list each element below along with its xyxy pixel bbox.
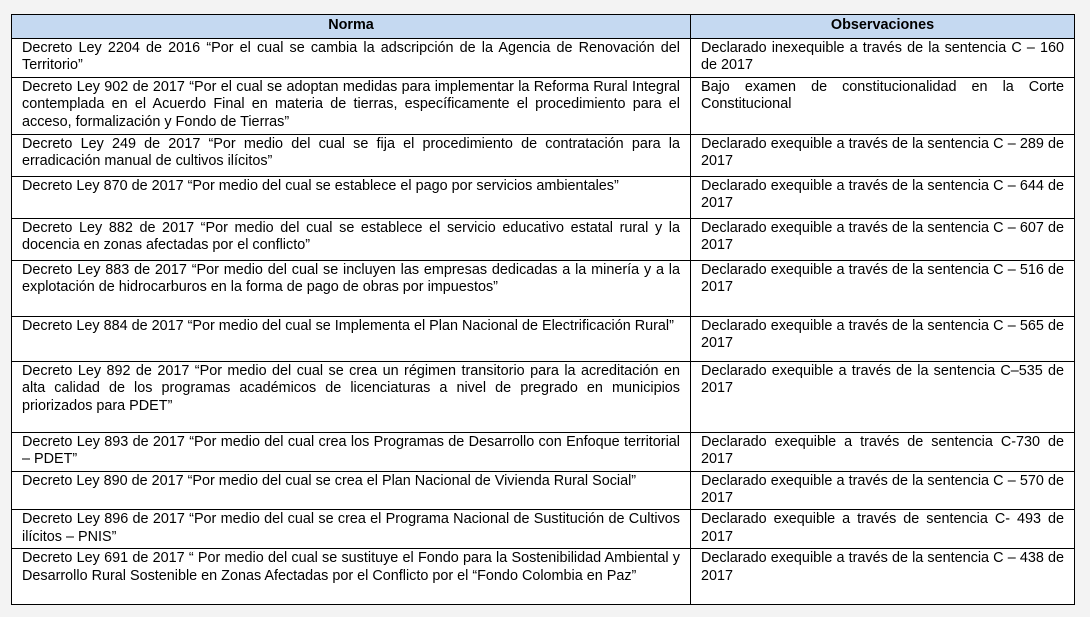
observaciones-cell: Declarado exequible a través de la sentencia C–535 de 2017 <box>691 361 1075 432</box>
table-row <box>12 316 1075 361</box>
observaciones-cell: Declarado exequible a través de la sentencia C – 570 de 2017 <box>691 471 1075 510</box>
norma-cell: Decreto Ley 870 de 2017 “Por medio del cual se establece el pago por servicios ambientales” <box>12 176 691 218</box>
norma-cell: Decreto Ley 902 de 2017 “Por el cual se adoptan medidas para implementar la Reforma Rural Integral contemplada en el Acuerdo Final en materia de tierras, específicamente el procedimiento para el acceso, formalización y Fondo de Tierras” <box>12 77 691 134</box>
norma-cell: Decreto Ley 249 de 2017 “Por medio del cual se fija el procedimiento de contratación para la erradicación manual de cultivos ilícitos” <box>12 134 691 176</box>
header-norma: Norma <box>12 15 691 39</box>
observaciones-cell: Bajo examen de constitucionalidad en la Corte Constitucional <box>691 77 1075 134</box>
observaciones-cell: Declarado inexequible a través de la sentencia C – 160 de 2017 <box>691 39 1075 78</box>
table-row <box>12 549 1075 605</box>
header-row <box>12 15 1075 39</box>
observaciones-cell: Declarado exequible a través de sentencia C-730 de 2017 <box>691 432 1075 471</box>
observaciones-cell: Declarado exequible a través de la sentencia C – 289 de 2017 <box>691 134 1075 176</box>
norma-cell: Decreto Ley 2204 de 2016 “Por el cual se cambia la adscripción de la Agencia de Renovación del Territorio” <box>12 39 691 78</box>
norma-cell: Decreto Ley 890 de 2017 “Por medio del cual se crea el Plan Nacional de Vivienda Rural Social” <box>12 471 691 510</box>
header-observaciones: Observaciones <box>691 15 1075 39</box>
observaciones-cell: Declarado exequible a través de la sentencia C – 516 de 2017 <box>691 260 1075 316</box>
norma-cell: Decreto Ley 691 de 2017 “ Por medio del cual se sustituye el Fondo para la Sostenibilidad Ambiental y Desarrollo Rural Sostenible en Zonas Afectadas por el Conflicto por el “Fondo Colombia en Paz” <box>12 549 691 605</box>
norma-cell: Decreto Ley 884 de 2017 “Por medio del cual se Implementa el Plan Nacional de Electrificación Rural” <box>12 316 691 361</box>
table-row <box>12 77 1075 134</box>
table-row <box>12 134 1075 176</box>
observaciones-cell: Declarado exequible a través de la sentencia C – 607 de 2017 <box>691 218 1075 260</box>
table-row <box>12 510 1075 549</box>
table-row <box>12 260 1075 316</box>
table-row <box>12 361 1075 432</box>
observaciones-cell: Declarado exequible a través de la sentencia C – 438 de 2017 <box>691 549 1075 605</box>
table-row <box>12 176 1075 218</box>
table-row <box>12 432 1075 471</box>
observaciones-cell: Declarado exequible a través de sentencia C- 493 de 2017 <box>691 510 1075 549</box>
norma-cell: Decreto Ley 896 de 2017 “Por medio del cual se crea el Programa Nacional de Sustitución de Cultivos ilícitos – PNIS” <box>12 510 691 549</box>
norma-cell: Decreto Ley 882 de 2017 “Por medio del cual se establece el servicio educativo estatal rural y la docencia en zonas afectadas por el conflicto” <box>12 218 691 260</box>
decrees-table <box>11 14 1075 605</box>
observaciones-cell: Declarado exequible a través de la sentencia C – 644 de 2017 <box>691 176 1075 218</box>
norma-cell: Decreto Ley 893 de 2017 “Por medio del cual crea los Programas de Desarrollo con Enfoque territorial – PDET” <box>12 432 691 471</box>
table-row <box>12 39 1075 78</box>
table-row <box>12 218 1075 260</box>
norma-cell: Decreto Ley 883 de 2017 “Por medio del cual se incluyen las empresas dedicadas a la minería y a la explotación de hidrocarburos en la forma de pago de obras por impuestos” <box>12 260 691 316</box>
observaciones-cell: Declarado exequible a través de la sentencia C – 565 de 2017 <box>691 316 1075 361</box>
table-row <box>12 471 1075 510</box>
norma-cell: Decreto Ley 892 de 2017 “Por medio del cual se crea un régimen transitorio para la acreditación en alta calidad de los programas académicos de licenciaturas a nivel de pregrado en municipios priorizados para PDET” <box>12 361 691 432</box>
